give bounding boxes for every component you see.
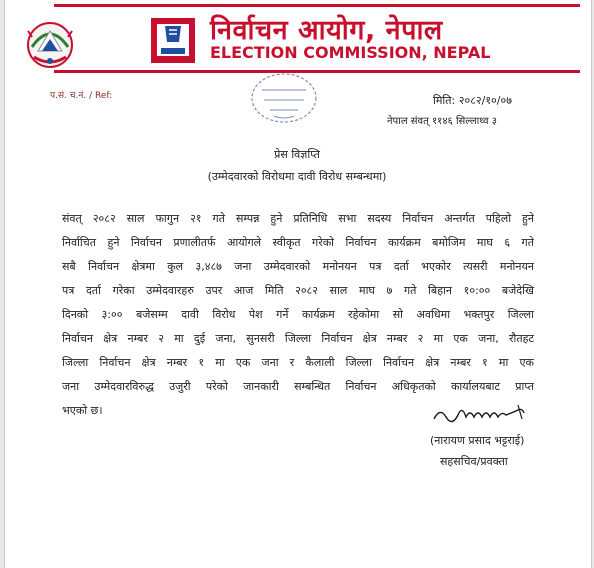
notice-date: मिति: २०८२/१०/०७ (433, 94, 512, 107)
body-line: जिल्ला निर्वाचन क्षेत्र नम्बर १ मा एक जना र कैलाली जिल्ला निर्वाचन क्षेत्र नम्बर १ मा एक (62, 356, 534, 369)
letterhead-top-rule (54, 4, 580, 7)
letterhead-title-english: ELECTION COMMISSION, NEPAL (210, 43, 491, 62)
letterhead (14, 0, 580, 72)
press-release-subtitle: (उम्मेदवारको विरोधमा दावी विरोध सम्बन्धमा) (207, 170, 387, 183)
nepal-emblem-icon (22, 17, 78, 71)
reference-number-label: प.सं. च.नं. / Ref: (50, 91, 113, 101)
body-line: निर्वाचन क्षेत्र नम्बर २ मा दुई जना, सुनसरी जिल्ला निर्वाचन क्षेत्र नम्बर २ मा एक जना, रौतहट (62, 332, 534, 345)
signatory-title: सहसचिव/प्रवक्ता (440, 455, 508, 468)
ballot-box-logo-icon (151, 18, 195, 63)
body-line: जना उम्मेदवारविरुद्ध उजुरी परेको जानकारी सम्बन्धित निर्वाचन अधिकृतको कार्यालयबाट प्राप्त (62, 380, 534, 393)
nepal-sambat-date: नेपाल संवत् ११४६ सिल्लाथ्व ३ (387, 116, 497, 127)
office-stamp-icon (246, 68, 322, 126)
body-line: सबै निर्वाचन क्षेत्रमा कुल ३,४८७ जना उम्मेदवारको मनोनयन पत्र दर्ता भएकोर त्यसरी मनोनयन (62, 260, 534, 273)
body-line: निर्वाचित हुने निर्वाचन प्रणालीतर्फ आयोगले स्वीकृत गरेको निर्वाचन कार्यक्रम बमोजिम माघ ६ गते (62, 236, 534, 249)
letterhead-title-nepali: निर्वाचन आयोग, नेपाल (210, 15, 443, 46)
body-line: पत्र दर्ता गरेका उम्मेदवारहरु उपर आज मिति २०८२ साल माघ ७ गते बिहान १०:०० बजेदेखि (62, 284, 534, 297)
signature-icon (432, 401, 532, 427)
body-line: भएको छ। (62, 404, 103, 417)
press-release-title: प्रेस विज्ञप्ति (274, 148, 320, 161)
press-release-body (62, 207, 534, 423)
body-line: संवत् २०८२ साल फागुन २१ गते सम्पन्न हुने प्रतिनिधि सभा सदस्य निर्वाचन अन्तर्गत पहिलो हुने (62, 212, 534, 225)
body-line: दिनको ३:०० बजेसम्म दावी विरोध पेश गर्ने कार्यक्रम रहेकोमा सो अवधिमा भक्तपुर जिल्ला (62, 308, 534, 321)
signatory-name: (नारायण प्रसाद भट्टराई) (430, 434, 525, 447)
